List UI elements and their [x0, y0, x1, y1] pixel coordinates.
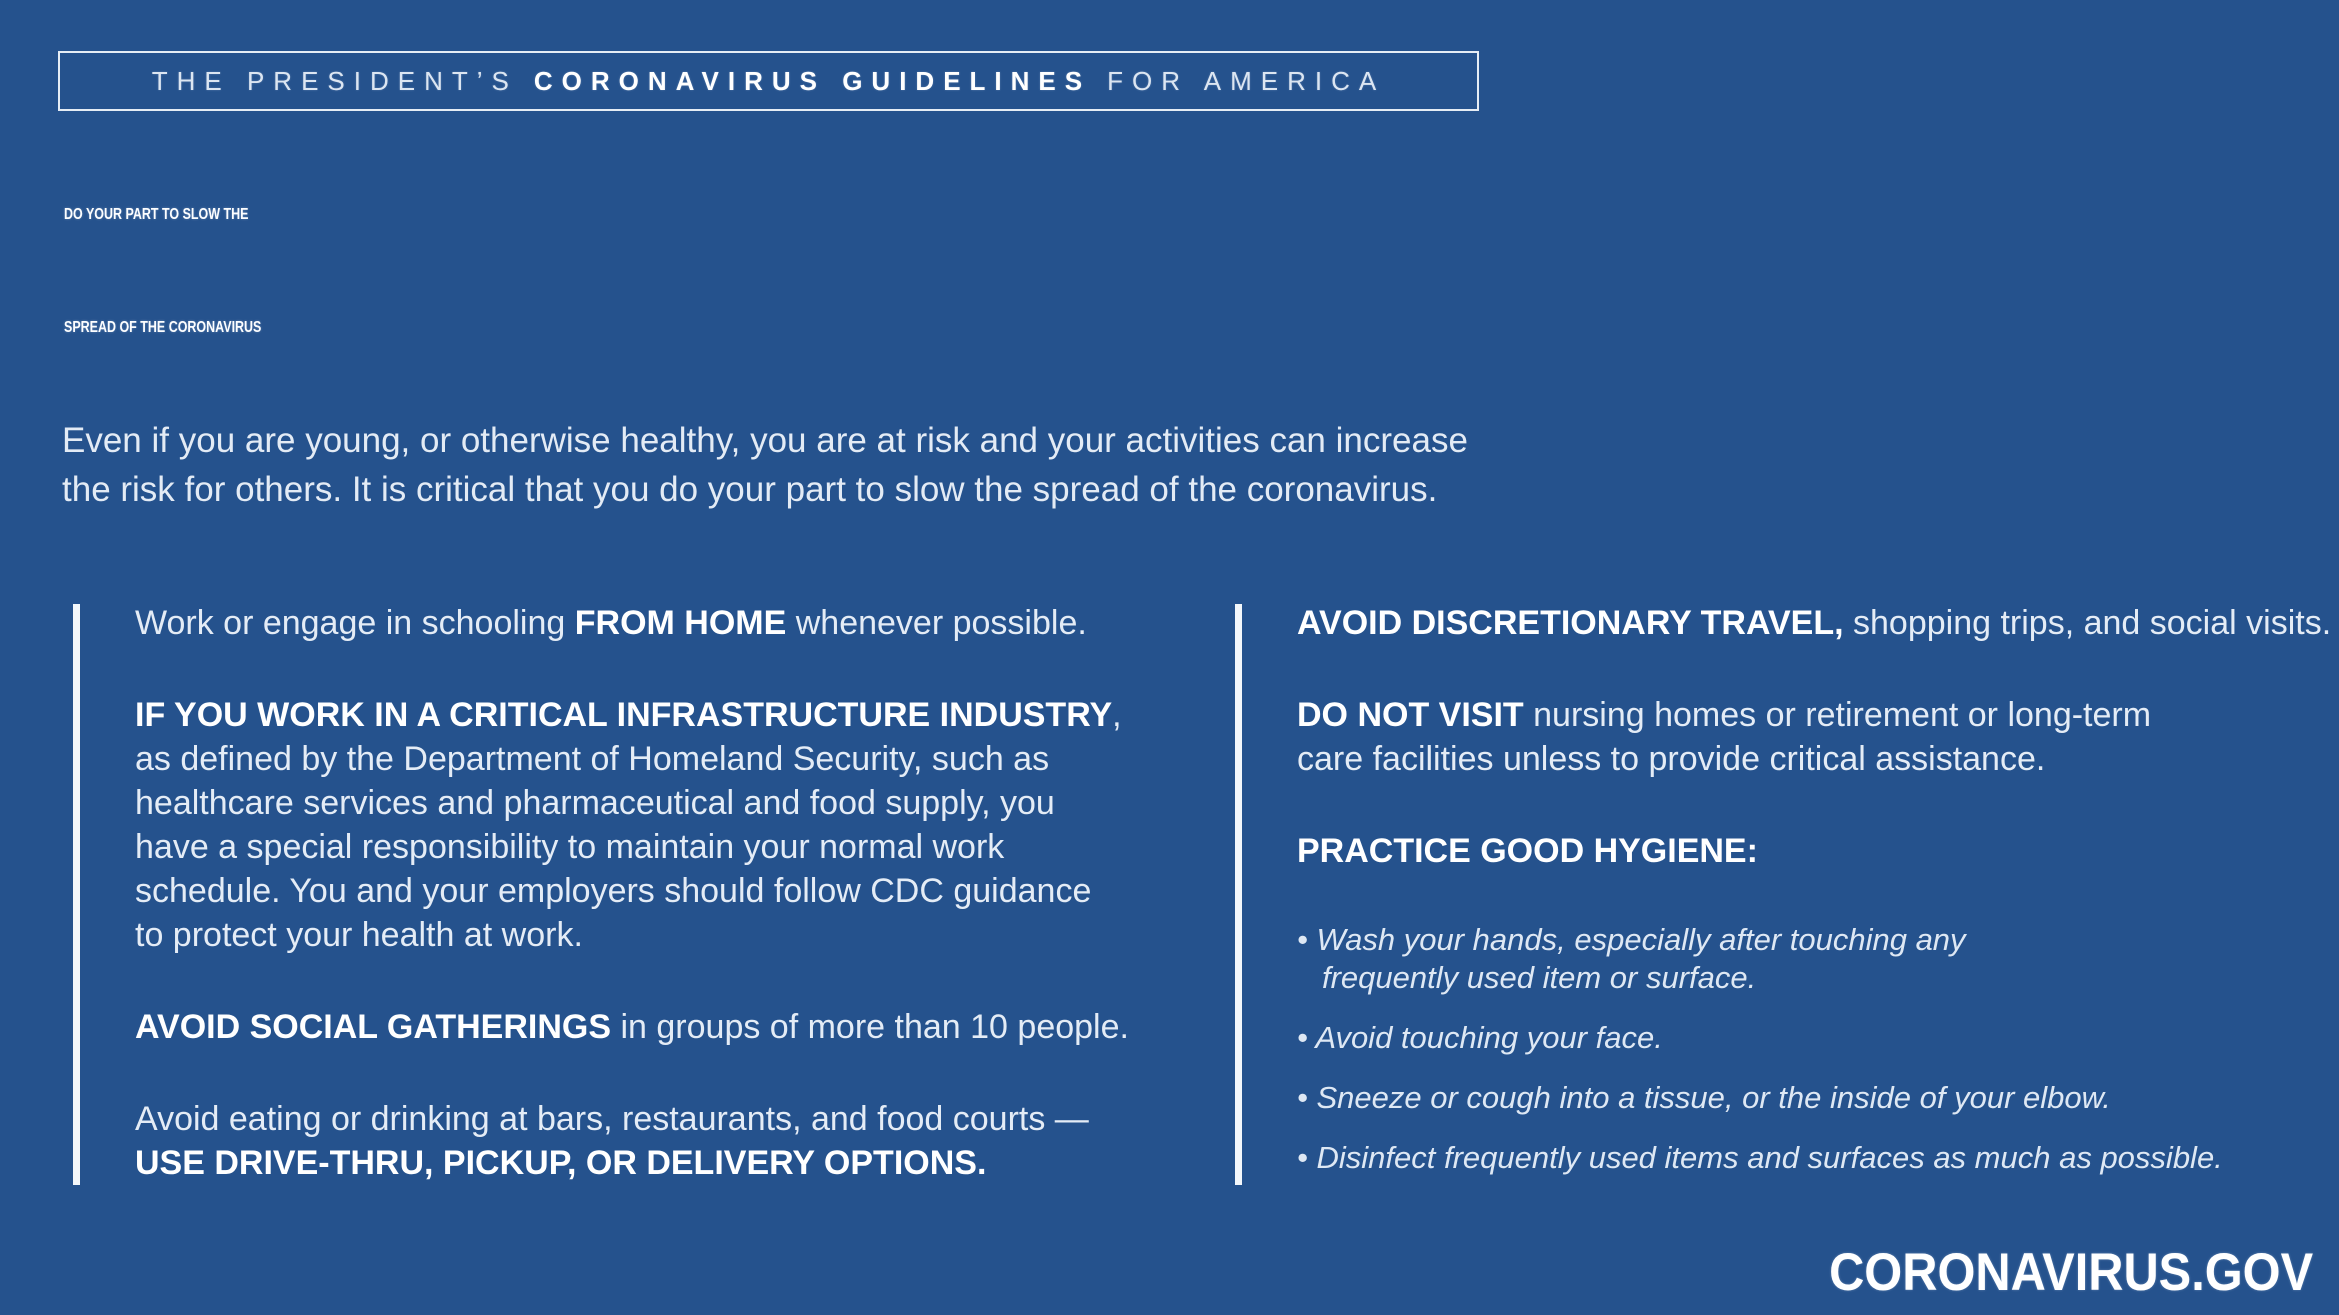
bullet-marker: • — [1297, 922, 1317, 957]
title-line-1: DO YOUR PART TO SLOW THE — [64, 206, 249, 223]
text-line — [135, 601, 1129, 645]
body-text: in groups of more than 10 people. — [611, 1008, 1129, 1046]
body-text: Avoid touching your face. — [1315, 1020, 1663, 1055]
banner-highlight: CORONAVIRUS GUIDELINES — [533, 65, 1092, 96]
body-text: Avoid eating or drinking at bars, restaurants, and food courts — — [135, 1100, 1089, 1138]
guideline-paragraph — [1297, 601, 2331, 645]
right-column-rule — [1235, 604, 1242, 1185]
text-line — [135, 869, 1129, 913]
body-text: Disinfect frequently used items and surfaces as much as possible. — [1316, 1140, 2223, 1175]
banner-box — [58, 51, 1479, 111]
hygiene-bullet-item — [1297, 921, 2331, 997]
body-text: , — [1112, 696, 1122, 734]
body-text: Wash your hands, especially after touching any — [1316, 922, 1966, 957]
guideline-paragraph — [1297, 693, 2331, 781]
text-line — [135, 1005, 1129, 1049]
guideline-paragraph — [135, 693, 1129, 957]
emphasized-text: DO NOT VISIT — [1297, 696, 1524, 734]
guideline-paragraph — [1297, 829, 2331, 873]
text-line — [1297, 959, 2331, 997]
hygiene-bullet-item — [1297, 1019, 2331, 1057]
coronavirus-gov-text: CORONAVIRUS.GOV — [1828, 1243, 2313, 1302]
text-line — [135, 781, 1129, 825]
text-line — [1297, 921, 2331, 959]
right-guidelines-column — [1297, 601, 2331, 1199]
text-line — [1297, 737, 2331, 781]
emphasized-text: AVOID SOCIAL GATHERINGS — [135, 1008, 612, 1046]
bullet-marker: • — [1297, 1080, 1317, 1115]
guideline-paragraph — [135, 601, 1129, 645]
body-text: have a special responsibility to maintain your normal work — [135, 828, 1005, 866]
body-text: care facilities unless to provide critical assistance. — [1297, 740, 2046, 778]
text-line — [135, 1097, 1129, 1141]
title-line-2: SPREAD OF THE CORONAVIRUS — [64, 319, 262, 336]
banner-suffix: FOR AMERICA — [1107, 65, 1386, 96]
body-text: Work or engage in schooling — [135, 604, 575, 642]
body-text: frequently used item or surface. — [1322, 960, 1757, 995]
text-line — [135, 1141, 1129, 1185]
text-line — [135, 737, 1129, 781]
emphasized-text: AVOID DISCRETIONARY TRAVEL, — [1297, 604, 1844, 642]
body-text: Sneeze or cough into a tissue, or the inside of your elbow. — [1316, 1080, 2111, 1115]
bullet-marker: • — [1297, 1020, 1316, 1055]
body-text: schedule. You and your employers should follow CDC guidance — [135, 872, 1092, 910]
left-column-rule — [73, 604, 80, 1185]
emphasized-text: IF YOU WORK IN A CRITICAL INFRASTRUCTURE INDUSTRY — [135, 696, 1113, 734]
text-line — [135, 913, 1129, 957]
body-text: to protect your health at work. — [135, 916, 583, 954]
text-line — [135, 825, 1129, 869]
body-text: shopping trips, and social visits. — [1843, 604, 2332, 642]
text-line — [1297, 829, 2331, 873]
emphasized-text: PRACTICE GOOD HYGIENE: — [1297, 832, 1758, 870]
intro-line-1: Even if you are young, or otherwise healthy, you are at risk and your activities can increase — [62, 421, 1468, 460]
bullet-marker: • — [1297, 1140, 1317, 1175]
hygiene-bullet-item — [1297, 1139, 2331, 1177]
intro-paragraph — [62, 416, 1468, 514]
left-guidelines-column — [135, 601, 1129, 1185]
page-title — [64, 158, 317, 384]
hygiene-bullet-item — [1297, 1079, 2331, 1117]
body-text: nursing homes or retirement or long-term — [1523, 696, 2152, 734]
body-text: as defined by the Department of Homeland Security, such as — [135, 740, 1050, 778]
guideline-paragraph — [135, 1005, 1129, 1049]
emphasized-text: FROM HOME — [574, 604, 787, 642]
text-line — [1297, 601, 2331, 645]
text-line — [1297, 693, 2331, 737]
emphasized-text: USE DRIVE-THRU, PICKUP, OR DELIVERY OPTIONS. — [135, 1144, 987, 1182]
text-line — [1297, 1079, 2331, 1117]
text-line — [1297, 1139, 2331, 1177]
guideline-paragraph — [135, 1097, 1129, 1185]
body-text: whenever possible. — [786, 604, 1087, 642]
intro-line-2: the risk for others. It is critical that you do your part to slow the spread of the coronavirus. — [62, 470, 1438, 509]
text-line — [135, 693, 1129, 737]
banner-prefix: THE PRESIDENT’S — [151, 65, 518, 96]
body-text: healthcare services and pharmaceutical and food supply, you — [135, 784, 1055, 822]
text-line — [1297, 1019, 2331, 1057]
